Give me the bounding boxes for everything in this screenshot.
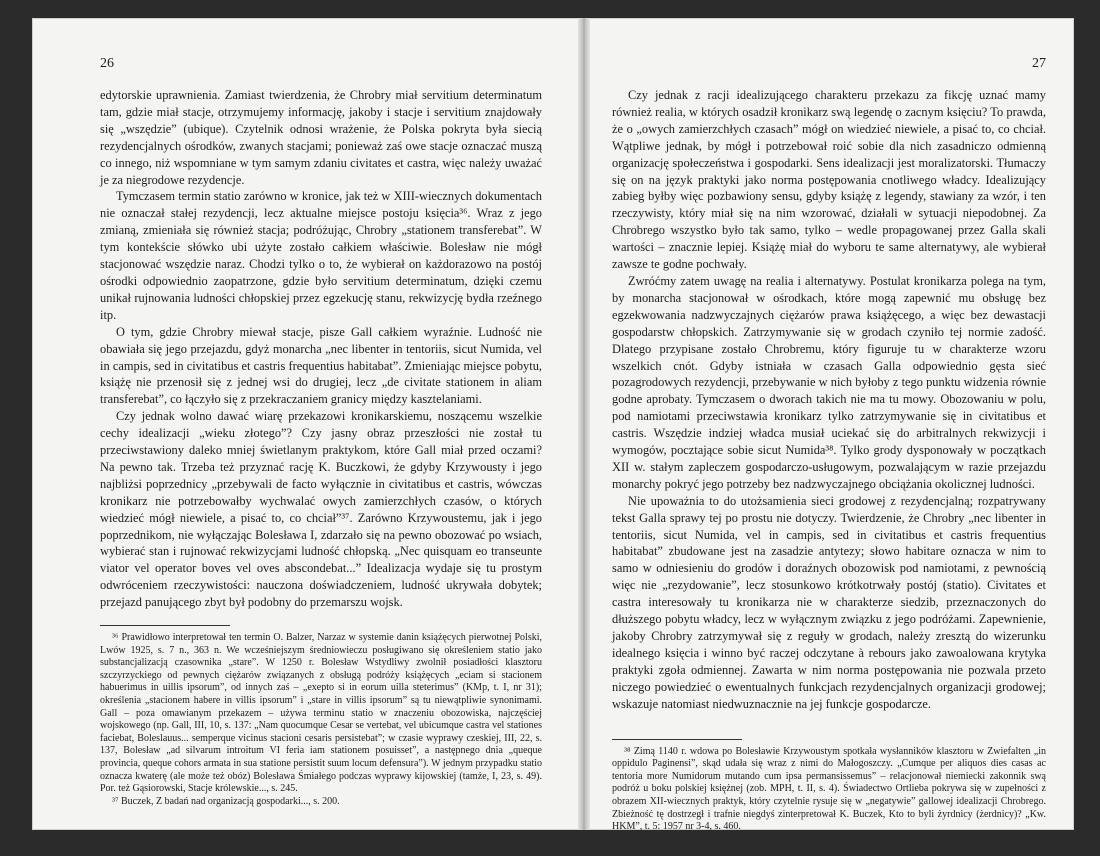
main-text [612,87,1046,713]
footnotes [612,746,1046,834]
page-number: 26 [100,56,114,71]
paragraph: Tymczasem termin statio zarówno w kronice, jak też w XIII-wiecznych dokumentach nie oznaczał stałej rezydencji, lecz aktualne miejsce postoju księcia³⁶. Wraz z jego zmianą, zmieniała się również stacja; podróżując, Chrobry „stationem transferebat”. W tym kontekście słówko ubi użyte zostało całkiem właściwie. Bolesław nie mógł stacjonować wszędzie naraz. Chodzi tylko o to, że wybierał on każdorazowo na postój ośrodki odpowiednio zaopatrzone, gdzie było servitium determinatum, dzięki czemu unikał rujnowania ludności chłopskiej przez egzekucję stanu, rekwizycję bydła rzeźnego itp. [100,189,542,322]
book-gutter [578,18,590,830]
paragraph: Nie upoważnia to do utożsamienia sieci grodowej z rezydencjalną; rozpatrywany tekst Galla sprawy tej po prostu nie dotyczy. Twierdzenie, że Chrobry „nec libenter in tentoriis, sicut Numida, vel in campis, sed in civitatibus et castris frequentius habitabat” zbudowane jest na zasadzie antytezy; słowo habitare oznacza w nim to samo w odniesieniu do grodów i doraźnych obozowisk pod namiotami, z pewnością więc nie „rezydowanie”, lecz stosunkowo krótkotrwały postój (statio). Civitates et castra interesowały tu kronikarza nie w charakterze siedzib, przeznaczonych do dłuższego pobytu władcy, lecz w wyłącznym związku z jego podróżami. Zapewnienie, jakoby Chrobry zatrzymywał się z reguły w grodach, należy zresztą do wizerunku idealnego księcia i winno być raczej odczytane à rebours jako zawoalowana krytyka praktyki zgoła odmiennej. Zawarta w nim norma postępowania nie pozwala przeto niczego powiedzieć o ewentualnych funkcjach rezydencjalnych organizacji grodowej; wskazuje natomiast niedwuznacznie na jej funkcje gospodarcze. [612,493,1046,711]
footnote-rule [100,625,230,626]
footnote: ³⁸ Zimą 1140 r. wdowa po Bolesławie Krzywoustym spotkała wysłanników klasztoru w Zwiefalten „in oppidulo Paginensi”, skąd udała się wraz z nimi do Małogoszczy. „Cumque per aliquos dies casas ac tentoria more Numidorum mutando cum ipsa permansissemus” – relacjonował niemiecki zakonnik swą podróż u boku polskiej księżnej (zob. MPH, t. II, s. 4). Świadectwo Ortlieba pokrywa się w zupełności z obrazem XII-wiecznych praktyk, który czytelnie rysuje się w „negatywie” gallowej idealizacji Chrobrego. Zbieżność tę dostrzegł i trafnie niegdyś zinterpretował K. Buczek, Kto to byli żyrdnicy (żerdnicy)? „Kw. HKM”, t. 5: 1957 nr 3-4, s. 460. [612,745,1046,833]
footnotes [100,632,542,808]
page-number: 27 [1032,56,1046,71]
footnote: ³⁷ Buczek, Z badań nad organizacją gospodarki..., s. 200. [112,795,340,807]
paragraph: Czy jednak wolno dawać wiarę przekazowi kronikarskiemu, noszącemu wszelkie cechy idealizacji „wieku złotego”? Czy jasny obraz przeszłości nie został tu przeciwstawiony daleko mniej świetlanym praktykom, które Gall miał przed oczami? Na pewno tak. Trzeba też przyznać rację K. Buczkowi, że gdyby Krzywousty i jego najbliżsi poprzednicy „przebywali de facto wyłącznie in civitatibus et castris, wówczas kronikarz nie potrzebowałby wychwalać owych zamierzchłych czasów, o których wiedzieć mógł niewiele, a pisać to, co chciał”³⁷. Zarówno Krzywoustemu, jak i jego poprzednikom, nie wyłączając Bolesława I, zdarzało się na pewno obozować po wsiach, wybierać stan i rujnować rekwizycjami ludność chłopską. „Nec quisquam eo transeunte viator vel operator boves vel oves abscondebat...” Idealizacja wydaje się tu prostym odwróceniem rzeczywistości: nauczona doświadczeniem, ludność ukrywała dobytek; przejazd panującego zbyt był podobny do przemarszu wojsk. [100,409,542,610]
paragraph: Czy jednak z racji idealizującego charakteru przekazu za fikcję uznać mamy również realia, w których osadził kronikarz swą legendę o zacnym księciu? To prawda, że o „owych zamierzchłych czasach” mógł on wiedzieć niewiele, a pisać to, co chciał. Wątpliwe jednak, by mógł i potrzebował roić sobie dla nich zasadniczo odmienną organizację społeczeństwa i gospodarki. Sens idealizacji jest moralizatorski. Tłumaczy się on na język praktyki jako norma postępowania cnotliwego władcy. Idealizujący zabieg byłby więc pozbawiony sensu, gdyby książę z legendy, stawiany za wzór, i ten rzeczywisty, który miał się na nim wzorować, działali w sytuacji niepodobnej. Za Chrobrego wszystko było tak samo, tylko – wedle propagowanej przez Galla skali wartości – znacznie lepiej. Książę miał do wyboru te same alternatywy, ale wybierał zawsze te godne pochwały. [612,88,1046,272]
footnote-rule [612,739,742,740]
book-spread [32,18,1074,833]
paragraph: edytorskie uprawnienia. Zamiast twierdzenia, że Chrobry miał servitium determinatum tam, gdzie miał stacje, otrzymujemy informację, jakoby i stacje i servitium znajdowały się „wszędzie” (ubique). Czytelnik odnosi wrażenie, że Polska pokryta była siecią rezydencjalnych ośrodków, zwanych stacjami; ponieważ zaś owe stacje oznaczać muszą co innego, niż wspomniane w tym samym zdaniu civitates et castra, więc należy uważać je za niegrodowe rezydencje. [100,88,542,187]
paragraph: Zwróćmy zatem uwagę na realia i alternatywy. Postulat kronikarza polega na tym, by monarcha stacjonował w ośrodkach, które mogą zapewnić mu obsługę bez egzekwowania nadzwyczajnych ciężarów prawa książęcego, a więc bez dewastacji gospodarstw chłopskich. Zatrzymywanie się w grodach czyniło tej normie zadość. Dlatego przypisane zostało Chrobremu, który figuruje tu w charakterze wzoru wszelkich cnót. Gdyby istniała w czasach Galla odpowiednio gęsta sieć pozagrodowych rezydencji, przebywanie w nich byłoby z tego punktu widzenia równie godne aprobaty. Tymczasem o dworach takich nie ma tu mowy. Obozowaniu w polu, pod namiotami przeciwstawia kronikarz tylko zatrzymywanie się in civitatibus et castris. Wszędzie indziej władca musiał uciekać się do arbitralnych rekwizycji i wymogów, pocztające sobie sicut Numida³⁸. Tylko grody dysponowały w początkach XII w. stałym zapleczem gospodarczo-usługowym, pozwalającym w razie przejazdu monarchy pokryć jego potrzeby bez nadzwyczajnego obciążania okolicznej ludności. [612,273,1046,491]
main-text [100,87,542,611]
left-page [32,18,578,830]
footnote: ³⁶ Prawidłowo interpretował ten termin O. Balzer, Narzaz w systemie danin książęcych pierwotnej Polski, Lwów 1925, s. 7 n., 363 n. We wcześniejszym średniowieczu posługiwano się określeniem statio jako substancjalizacją czasownika „stare”. W 1250 r. Bolesław Wstydliwy zwolnił posiadłości klasztoru szczyrzyckiego od pewnych ciężarów związanych z obsługą podróży książęcych „eciam si stacionem habuerimus in uillis ipsorum”, od innych zaś – „exepto si in eorum uilla steterimus” (KMp, t. I, nr 31); określenia „stacionem habere in villis ipsorum” i „stare in villis ipsorum” są tu niewątpliwie synonimami. Gall – poza omawianym przekazem – używa terminu statio w znaczeniu obozowiska, najczęściej wojskowego (np. Gall, III, 10, s. 137: „Nam quocumque Cesar se vertebat, vel ubicumque castra vel stationes faciebat, Boleslauus... semperque vicinus stacioni cesaris persistebat”; w czasie wyprawy czeskiej, III, 22, s. 137, Bolesław „ad silvarum introitum VI feria iam stationem posuisset”, a następnego dnia „queque provincia, queque cohors armata in sua statione persistit suum locum defensura”). W jednym przypadku statio oznacza kwaterę (ale może też obóz) Bolesława Śmiałego podczas wyprawy kijowskiej (tamże, I, 23, s. 49). Por. też Gąsiorowski, Stacje królewskie..., s. 245. [100,632,542,795]
paragraph: O tym, gdzie Chrobry miewał stacje, pisze Gall całkiem wyraźnie. Ludność nie obawiała się jego przejazdu, gdyż monarcha „nec libenter in tentoriis, sicut Numida, vel in campis, sed in civitatibus et castris frequentius habitabat”. Zmieniając miejsce pobytu, książę nie przenosił się z jednej wsi do drugiej, lecz „de civitate stationem in aliam transferebat”, co łączyło się z przekraczaniem granicy między kasztelaniami. [100,324,542,407]
right-page [590,18,1074,833]
